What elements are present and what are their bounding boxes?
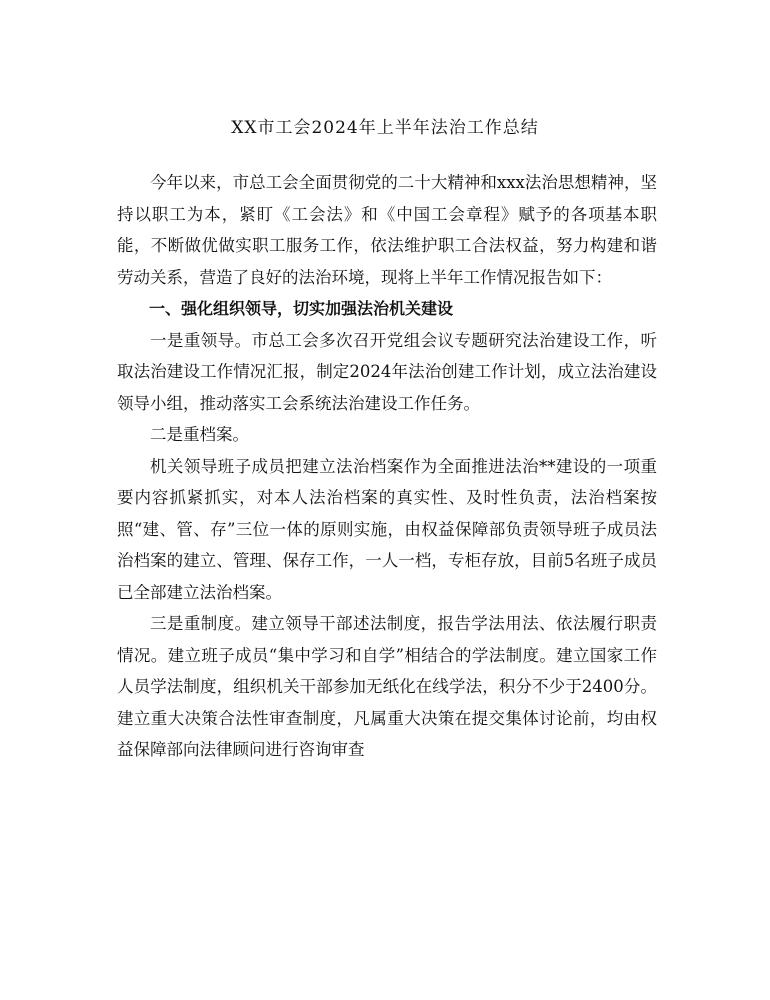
intro-paragraph: 今年以来，市总工会全面贯彻党的二十大精神和xxx法治思想精神，坚持以职工为本，紧盯《工会法》和《中国工会章程》赋予的各项基本职能，不断做优做实职工服务工作，依法维护职工合法权益，努力构建和谐劳动关系，营造了良好的法治环境，现将上半年工作情况报告如下：	[117, 173, 657, 287]
document-body	[117, 167, 657, 766]
section-heading: 一、强化组织领导，切实加强法治机关建设	[149, 299, 454, 318]
item-paragraph-leadership: 一是重领导。市总工会多次召开党组会议专题研究法治建设工作，听取法治建设工作情况汇报，制定2024年法治创建工作计划，成立法治建设领导小组，推动落实工会系统法治建设工作任务。	[117, 330, 657, 413]
document-title: XX市工会2024年上半年法治工作总结	[231, 118, 539, 138]
item-paragraph-archives: 机关领导班子成员把建立法治档案作为全面推进法治**建设的一项重要内容抓紧抓实，对本人法治档案的真实性、及时性负责，法治档案按照“建、管、存”三位一体的原则实施，由权益保障部负责领导班子成员法治档案的建立、管理、保存工作，一人一档，专柜存放，目前5名班子成员已全部建立法治档案。	[117, 456, 657, 602]
item-paragraph-system: 三是重制度。建立领导干部述法制度，报告学法用法、依法履行职责情况。建立班子成员“集中学习和自学”相结合的学法制度。建立国家工作人员学法制度，组织机关干部参加无纸化在线学法，积分不少于2400分。建立重大决策合法性审查制度，凡属重大决策在提交集体讨论前，均由权益保障部向法律顾问进行咨询审查	[117, 614, 657, 759]
item-heading-archives: 二是重档案。	[150, 425, 249, 444]
